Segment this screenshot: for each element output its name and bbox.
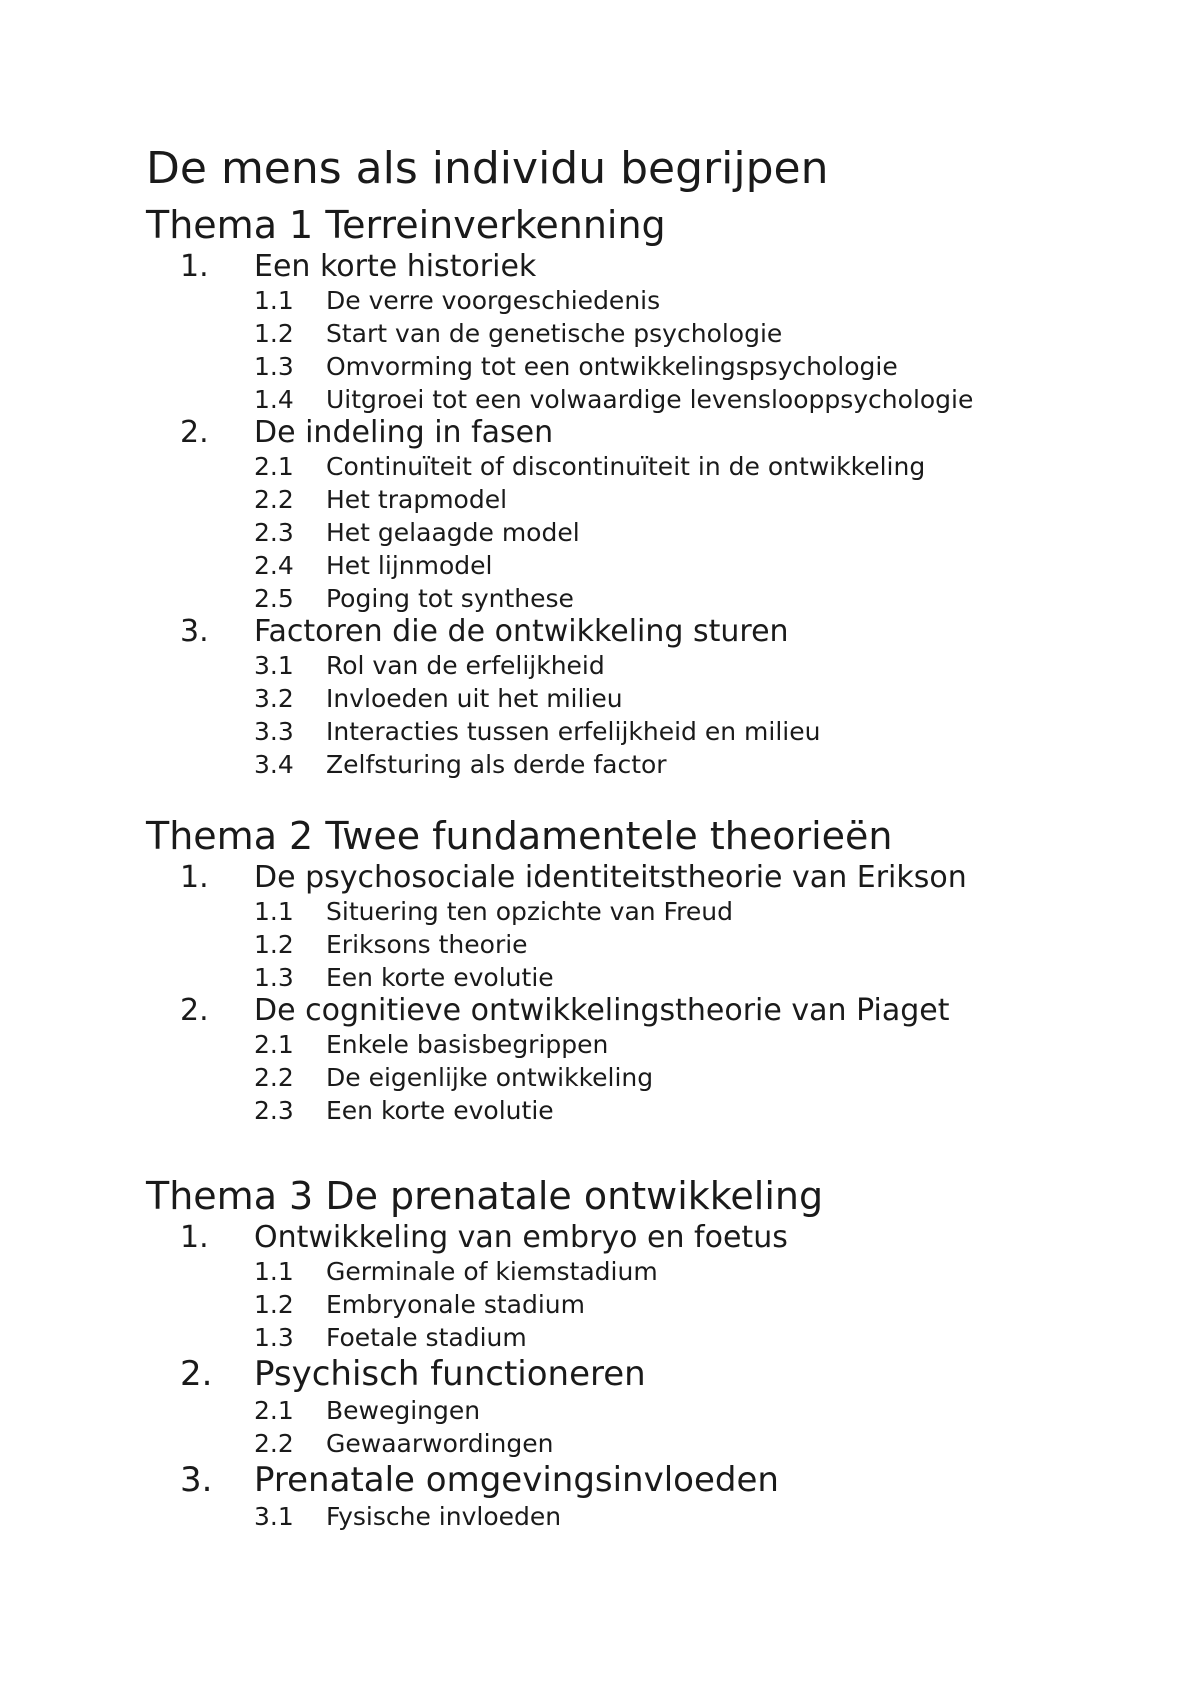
section-number: 2.3 — [254, 518, 294, 547]
chapter — [146, 861, 1146, 994]
chapter-number: 2. — [180, 993, 209, 1028]
section-item — [146, 1321, 1146, 1354]
section-list — [146, 895, 1146, 994]
theme-1 — [146, 200, 1146, 781]
section-number: 2.2 — [254, 1063, 294, 1092]
section-number: 1.1 — [254, 286, 294, 315]
section-title: Het gelaagde model — [326, 518, 580, 547]
chapter-number: 1. — [180, 1220, 209, 1255]
section-title: Eriksons theorie — [326, 930, 528, 959]
section-item — [146, 715, 1146, 748]
section-number: 1.2 — [254, 930, 294, 959]
section-number: 1.2 — [254, 319, 294, 348]
section-item — [146, 961, 1146, 994]
section-title: Fysische invloeden — [326, 1502, 562, 1531]
section-list — [146, 1500, 1146, 1533]
section-item — [146, 895, 1146, 928]
chapter-heading — [146, 994, 1146, 1028]
section-title: Omvorming tot een ontwikkelingspsychologie — [326, 352, 898, 381]
section-list — [146, 1028, 1146, 1127]
section-number: 1.2 — [254, 1290, 294, 1319]
chapter-number: 3. — [180, 614, 209, 649]
section-list — [146, 1394, 1146, 1460]
theme-title: Thema 3 De prenatale ontwikkeling — [146, 1174, 824, 1218]
section-title: Embryonale stadium — [326, 1290, 585, 1319]
section-item — [146, 1255, 1146, 1288]
chapter-list — [146, 1221, 1146, 1533]
section-item — [146, 350, 1146, 383]
theme-title: Thema 1 Terreinverkenning — [146, 203, 666, 247]
section-title: De verre voorgeschiedenis — [326, 286, 661, 315]
theme-2 — [146, 811, 1146, 1127]
section-item — [146, 1500, 1146, 1533]
section-item — [146, 649, 1146, 682]
section-number: 1.1 — [254, 1257, 294, 1286]
section-number: 3.1 — [254, 1502, 294, 1531]
section-number: 2.1 — [254, 1396, 294, 1425]
section-item — [146, 1094, 1146, 1127]
chapter-heading — [146, 861, 1146, 895]
section-number: 3.2 — [254, 684, 294, 713]
section-title: Uitgroei tot een volwaardige levenslooppsychologie — [326, 385, 974, 414]
section-title: Enkele basisbegrippen — [326, 1030, 609, 1059]
section-number: 2.1 — [254, 1030, 294, 1059]
section-number: 1.1 — [254, 897, 294, 926]
section-title: Interacties tussen erfelijkheid en milieu — [326, 717, 821, 746]
chapter-heading — [146, 615, 1146, 649]
section-number: 2.3 — [254, 1096, 294, 1125]
section-item — [146, 317, 1146, 350]
chapter — [146, 1221, 1146, 1354]
section-item — [146, 549, 1146, 582]
section-list — [146, 649, 1146, 781]
section-number: 2.4 — [254, 551, 294, 580]
chapter — [146, 994, 1146, 1127]
section-title: Situering ten opzichte van Freud — [326, 897, 733, 926]
section-title: Een korte evolutie — [326, 963, 554, 992]
section-title: Het trapmodel — [326, 485, 508, 514]
section-number: 2.2 — [254, 1429, 294, 1458]
section-item — [146, 383, 1146, 416]
chapter-list — [146, 861, 1146, 1127]
chapter — [146, 1354, 1146, 1460]
chapter — [146, 1460, 1146, 1533]
section-item — [146, 1061, 1146, 1094]
chapter-title: Factoren die de ontwikkeling sturen — [254, 614, 789, 649]
chapter — [146, 416, 1146, 615]
section-item — [146, 516, 1146, 549]
chapter-title: De psychosociale identiteitstheorie van Erikson — [254, 860, 967, 895]
section-title: Rol van de erfelijkheid — [326, 651, 605, 680]
section-item — [146, 582, 1146, 615]
section-number: 3.1 — [254, 651, 294, 680]
document-title: De mens als individu begrijpen — [146, 143, 829, 194]
section-list — [146, 450, 1146, 615]
section-title: Een korte evolutie — [326, 1096, 554, 1125]
chapter-list — [146, 250, 1146, 781]
section-item — [146, 682, 1146, 715]
chapter-heading — [146, 1354, 1146, 1394]
chapter-title: De indeling in fasen — [254, 415, 554, 450]
section-title: De eigenlijke ontwikkeling — [326, 1063, 654, 1092]
section-item — [146, 1394, 1146, 1427]
section-title: Zelfsturing als derde factor — [326, 750, 667, 779]
chapter-number: 1. — [180, 860, 209, 895]
chapter-title: Psychisch functioneren — [254, 1354, 646, 1394]
section-number: 2.2 — [254, 485, 294, 514]
section-item — [146, 483, 1146, 516]
section-item — [146, 928, 1146, 961]
chapter-title: Een korte historiek — [254, 249, 537, 284]
section-title: Bewegingen — [326, 1396, 481, 1425]
section-number: 3.3 — [254, 717, 294, 746]
section-title: Continuïteit of discontinuïteit in de ontwikkeling — [326, 452, 926, 481]
section-item — [146, 1028, 1146, 1061]
chapter-number: 2. — [180, 1354, 213, 1394]
section-item — [146, 450, 1146, 483]
section-number: 1.4 — [254, 385, 294, 414]
section-title: Poging tot synthese — [326, 584, 574, 613]
section-title: Start van de genetische psychologie — [326, 319, 783, 348]
section-number: 1.3 — [254, 1323, 294, 1352]
chapter-number: 2. — [180, 415, 209, 450]
section-title: Het lijnmodel — [326, 551, 493, 580]
chapter — [146, 250, 1146, 416]
section-title: Germinale of kiemstadium — [326, 1257, 658, 1286]
document-page — [146, 138, 1146, 1533]
theme-title: Thema 2 Twee fundamentele theorieën — [146, 814, 893, 858]
section-title: Gewaarwordingen — [326, 1429, 554, 1458]
chapter-heading — [146, 1460, 1146, 1500]
section-item — [146, 748, 1146, 781]
section-number: 3.4 — [254, 750, 294, 779]
chapter-number: 3. — [180, 1460, 213, 1500]
section-item — [146, 284, 1146, 317]
chapter-number: 1. — [180, 249, 209, 284]
section-number: 2.1 — [254, 452, 294, 481]
theme-3 — [146, 1171, 1146, 1533]
chapter — [146, 615, 1146, 781]
chapter-heading — [146, 416, 1146, 450]
section-title: Invloeden uit het milieu — [326, 684, 623, 713]
section-number: 1.3 — [254, 963, 294, 992]
section-number: 1.3 — [254, 352, 294, 381]
chapter-heading — [146, 250, 1146, 284]
chapter-title: Prenatale omgevingsinvloeden — [254, 1460, 779, 1500]
section-number: 2.5 — [254, 584, 294, 613]
section-item — [146, 1427, 1146, 1460]
section-list — [146, 284, 1146, 416]
section-list — [146, 1255, 1146, 1354]
section-item — [146, 1288, 1146, 1321]
chapter-title: De cognitieve ontwikkelingstheorie van Piaget — [254, 993, 950, 1028]
chapter-heading — [146, 1221, 1146, 1255]
section-title: Foetale stadium — [326, 1323, 527, 1352]
chapter-title: Ontwikkeling van embryo en foetus — [254, 1220, 788, 1255]
